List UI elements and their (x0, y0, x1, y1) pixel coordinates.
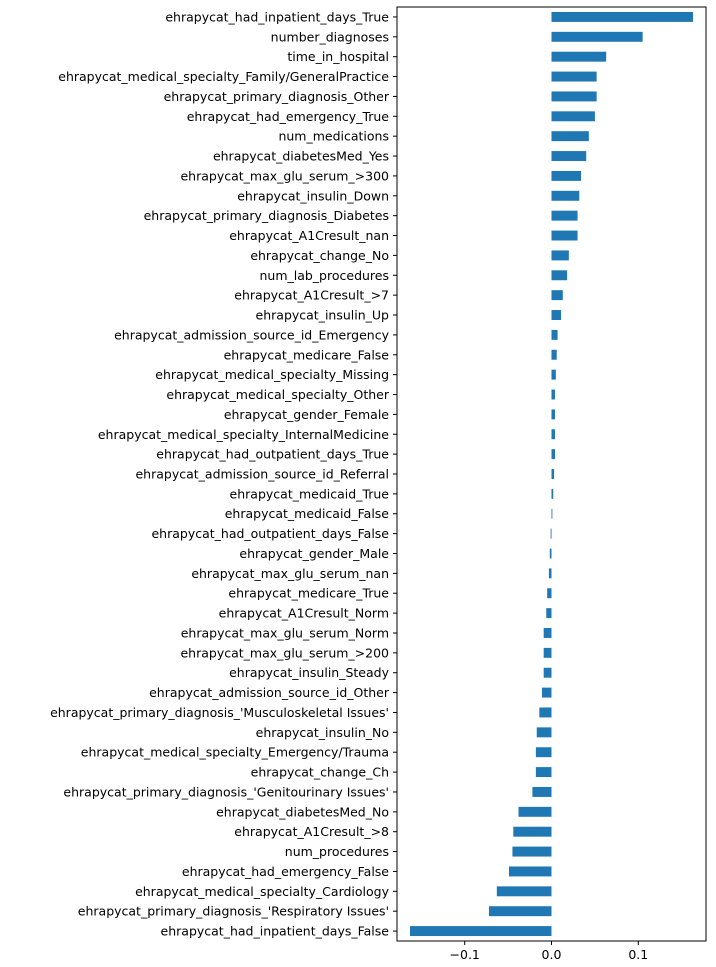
y-tick-label: num_procedures (284, 844, 389, 860)
bar (552, 270, 568, 280)
y-tick-label: num_lab_procedures (259, 267, 389, 283)
bar (552, 429, 555, 439)
bar (537, 727, 552, 737)
y-tick-label: ehrapycat_max_glu_serum_>300 (180, 168, 389, 184)
bar (552, 409, 555, 419)
y-tick-label: ehrapycat_admission_source_id_Emergency (114, 327, 389, 343)
y-tick-label: ehrapycat_A1Cresult_nan (229, 228, 389, 244)
y-tick-label: ehrapycat_primary_diagnosis_Diabetes (143, 208, 389, 224)
bar (552, 32, 643, 42)
bar (552, 72, 597, 82)
bar (552, 350, 557, 360)
bar (544, 648, 552, 658)
y-tick-label: ehrapycat_had_inpatient_days_True (165, 9, 389, 25)
y-tick-label: ehrapycat_medical_specialty_Family/GeneralPractice (58, 69, 389, 85)
x-tick-label: 0.0 (541, 947, 562, 962)
bar (552, 449, 555, 459)
bar (552, 191, 580, 201)
y-tick-label: ehrapycat_A1Cresult_>7 (234, 287, 389, 303)
y-tick-label: ehrapycat_had_emergency_True (186, 108, 389, 124)
bar (552, 469, 555, 479)
bar (552, 91, 597, 101)
y-tick-label: ehrapycat_gender_Female (223, 406, 389, 422)
y-tick-label: ehrapycat_change_No (250, 247, 389, 263)
y-tick-label: ehrapycat_insulin_No (255, 724, 389, 740)
y-tick-label: ehrapycat_A1Cresult_Norm (218, 605, 389, 621)
bar (536, 767, 552, 777)
bar (550, 549, 552, 559)
y-tick-label: ehrapycat_admission_source_id_Other (149, 685, 389, 701)
bar (546, 608, 551, 618)
y-tick-label: ehrapycat_medicaid_True (229, 486, 389, 502)
x-tick-label: 0.1 (628, 947, 649, 962)
y-tick-label: ehrapycat_had_outpatient_days_True (156, 446, 389, 462)
y-tick-label: ehrapycat_change_Ch (250, 764, 389, 780)
bar (552, 290, 563, 300)
y-tick-label: ehrapycat_had_inpatient_days_False (160, 923, 389, 939)
y-tick-label: ehrapycat_insulin_Up (255, 307, 389, 323)
bar (552, 310, 562, 320)
bar (512, 847, 551, 857)
bar (552, 111, 595, 121)
y-tick-label: ehrapycat_medical_specialty_Other (166, 387, 389, 403)
bar (542, 688, 552, 698)
y-tick-label: ehrapycat_primary_diagnosis_'Respiratory Issues' (77, 903, 389, 919)
bar (552, 250, 569, 260)
bar (551, 529, 552, 539)
y-tick-label: ehrapycat_insulin_Steady (229, 665, 389, 681)
y-tick-label: ehrapycat_had_emergency_False (181, 863, 389, 879)
bar (552, 231, 578, 241)
y-tick-label: ehrapycat_diabetesMed_Yes (212, 148, 389, 164)
y-tick-label: ehrapycat_diabetesMed_No (216, 804, 389, 820)
bar (547, 588, 551, 598)
y-tick-label: number_diagnoses (270, 29, 389, 45)
bar (509, 866, 552, 876)
bar (549, 568, 552, 578)
bar (513, 827, 551, 837)
bar (552, 151, 587, 161)
bar (552, 509, 553, 519)
y-tick-label: ehrapycat_A1Cresult_>8 (234, 824, 389, 840)
y-tick-label: ehrapycat_gender_Male (239, 545, 389, 561)
bar (489, 906, 551, 916)
x-axis (450, 941, 649, 962)
y-tick-label: ehrapycat_insulin_Down (237, 188, 389, 204)
bar (552, 390, 555, 400)
y-tick-label: ehrapycat_medical_specialty_Cardiology (135, 883, 389, 899)
y-tick-labels (50, 9, 397, 938)
y-tick-label: ehrapycat_primary_diagnosis_'Genitourinary Issues' (63, 784, 389, 800)
bar (552, 131, 589, 141)
bar (519, 807, 552, 817)
y-tick-label: ehrapycat_medical_specialty_Missing (155, 367, 389, 383)
bar (552, 171, 582, 181)
bar (552, 330, 558, 340)
bar (552, 52, 607, 62)
bar (552, 370, 556, 380)
y-tick-label: ehrapycat_admission_source_id_Referral (135, 466, 389, 482)
y-tick-label: num_medications (278, 128, 389, 144)
y-tick-label: ehrapycat_max_glu_serum_>200 (180, 645, 389, 661)
bar (410, 926, 551, 936)
bar (532, 787, 551, 797)
bar (544, 628, 552, 638)
y-tick-label: ehrapycat_max_glu_serum_nan (191, 565, 389, 581)
bar (552, 211, 578, 221)
bar (552, 12, 693, 22)
y-tick-label: ehrapycat_had_outpatient_days_False (151, 526, 389, 542)
y-tick-label: ehrapycat_medical_specialty_Emergency/Trauma (80, 744, 389, 760)
y-tick-label: ehrapycat_medical_specialty_InternalMedicine (97, 426, 389, 442)
bars-group (410, 12, 693, 936)
y-tick-label: time_in_hospital (287, 49, 389, 65)
y-tick-label: ehrapycat_max_glu_serum_Norm (180, 625, 389, 641)
y-tick-label: ehrapycat_primary_diagnosis_Other (163, 88, 389, 104)
bar (539, 708, 551, 718)
bar (497, 886, 552, 896)
x-tick-label: −0.1 (449, 947, 480, 962)
y-tick-label: ehrapycat_medicaid_False (224, 506, 389, 522)
bar (552, 489, 554, 499)
y-tick-label: ehrapycat_medicare_False (223, 347, 389, 363)
bar (544, 668, 552, 678)
y-tick-label: ehrapycat_primary_diagnosis_'Musculoskeletal Issues' (50, 704, 389, 720)
y-tick-label: ehrapycat_medicare_True (228, 585, 389, 601)
bar (536, 747, 552, 757)
